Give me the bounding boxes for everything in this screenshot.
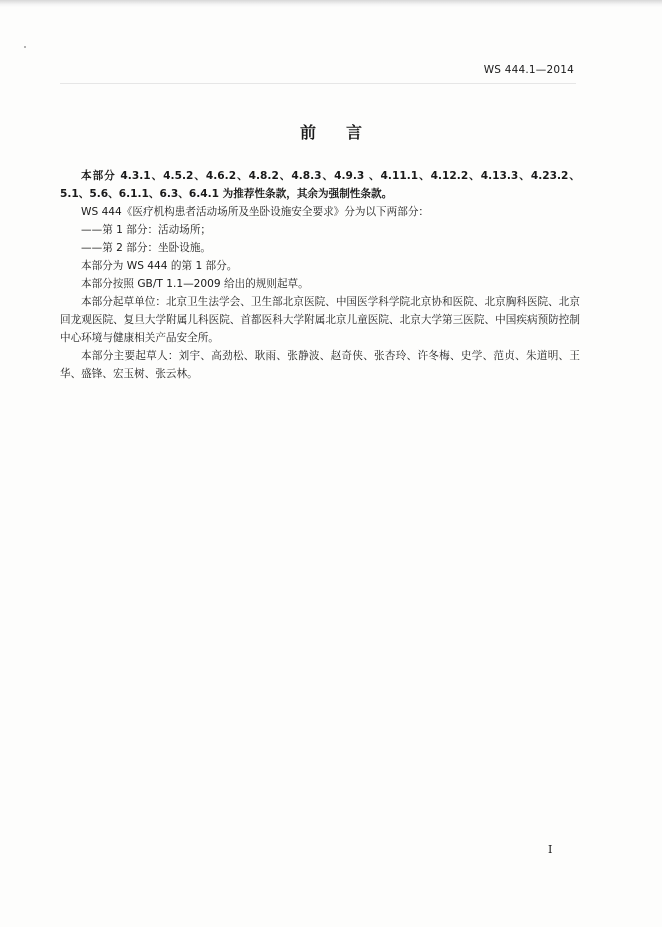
document-code: WS 444.1—2014 (483, 64, 574, 76)
paragraph-drafters: 本部分主要起草人：刘宇、高劲松、耿雨、张静波、赵奇侠、张杏玲、许冬梅、史学、范贞、朱道明、王华、盛锋、宏玉树、张云林。 (60, 350, 580, 380)
paragraph-recommended-clauses: 本部分 4.3.1、4.5.2、4.6.2、4.8.2、4.8.3、4.9.3 、4.11.1、4.12.2、4.13.3、4.23.2、5.1、5.6、6.1.1、6.3、6.4.1 为推荐性条款，其余为强制性条款。 (60, 170, 580, 200)
scan-edge-shadow (0, 0, 662, 7)
paragraph-part-2: ——第 2 部分：坐卧设施。 (81, 242, 212, 254)
paragraph-drafting-units: 本部分起草单位：北京卫生法学会、卫生部北京医院、中国医学科学院北京协和医院、北京胸科医院、北京回龙观医院、复旦大学附属儿科医院、首都医科大学附属北京儿童医院、北京大学第三医院、中国疾病预防控制中心环境与健康相关产品安全所。 (60, 296, 580, 344)
header-rule (60, 83, 576, 84)
scan-speck (24, 46, 26, 48)
page-number: I (548, 843, 553, 856)
paragraph-this-part: 本部分为 WS 444 的第 1 部分。 (81, 260, 238, 272)
paragraph-drafting-rules: 本部分按照 GB/T 1.1—2009 给出的规则起草。 (81, 278, 309, 290)
body-text (60, 167, 580, 383)
paragraph-standard-parts: WS 444《医疗机构患者活动场所及坐卧设施安全要求》分为以下两部分： (81, 206, 430, 218)
paragraph-part-1: ——第 1 部分：活动场所； (81, 224, 212, 236)
page-title: 前言 (299, 123, 392, 142)
